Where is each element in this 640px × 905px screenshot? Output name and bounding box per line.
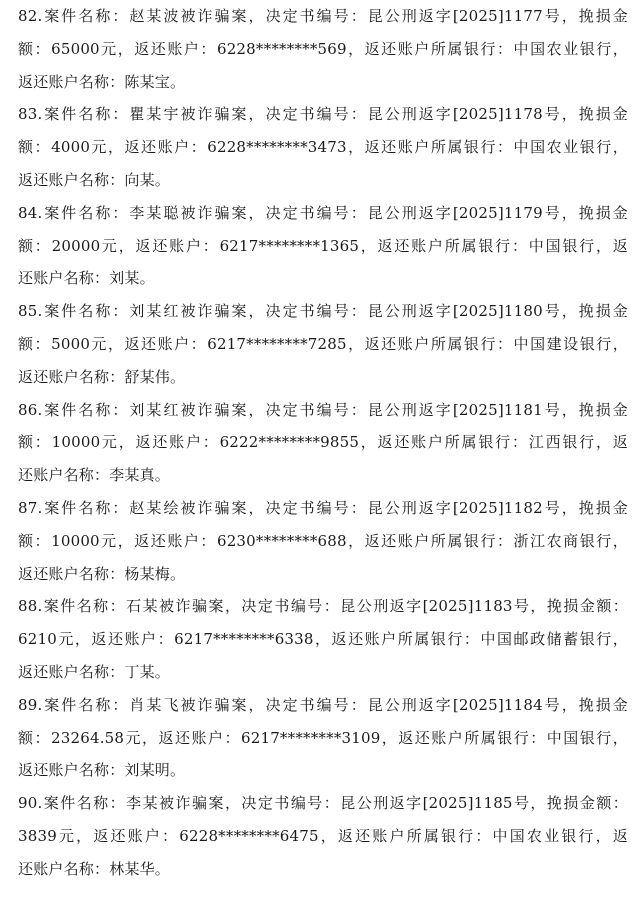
entry-line: 89.案件名称：肖某飞被诈骗案，决定书编号：昆公刑返字[2025]1184号，挽损金 [18, 695, 628, 714]
entry-line: 额：4000元，返还账户：6228********3473，返还账户所属银行：中国农业银行， [18, 138, 628, 157]
entry-line: 额：65000元，返还账户：6228********569，返还账户所属银行：中国农业银行， [18, 39, 628, 58]
entry-line: 86.案件名称：刘某红被诈骗案，决定书编号：昆公刑返字[2025]1181号，挽损金 [18, 400, 628, 419]
entry-line: 85.案件名称：刘某红被诈骗案，决定书编号：昆公刑返字[2025]1180号，挽损金 [18, 302, 628, 321]
entry-line: 87.案件名称：赵某绘被诈骗案，决定书编号：昆公刑返字[2025]1182号，挽损金 [18, 498, 628, 517]
entry-line: 返还账户名称：杨某梅。 [18, 564, 186, 583]
entry-line: 还账户名称：林某华。 [18, 859, 171, 878]
case-entry-88 [18, 590, 628, 688]
entry-line: 82.案件名称：赵某波被诈骗案，决定书编号：昆公刑返字[2025]1177号，挽损金 [18, 7, 628, 25]
entry-line: 额：23264.58元，返还账户：6217********3109，返还账户所属银行：中国银行， [18, 728, 628, 747]
entry-line: 84.案件名称：李某聪被诈骗案，决定书编号：昆公刑返字[2025]1179号，挽损金 [18, 203, 628, 222]
case-entry-89 [18, 689, 628, 787]
case-entry-85 [18, 295, 628, 393]
entry-line: 返还账户名称：向某。 [18, 170, 171, 189]
entry-line: 额：10000元，返还账户：6222********9855，返还账户所属银行：江西银行，返 [18, 433, 628, 452]
entry-line: 88.案件名称：石某被诈骗案，决定书编号：昆公刑返字[2025]1183号，挽损金额： [18, 597, 628, 616]
case-entry-83 [18, 98, 628, 196]
case-entry-84 [18, 197, 628, 295]
entry-line: 6210元，返还账户：6217********6338，返还账户所属银行：中国邮政储蓄银行， [18, 630, 628, 649]
case-entry-87 [18, 492, 628, 590]
entry-line: 还账户名称：刘某。 [18, 269, 155, 288]
case-entry-82 [18, 0, 628, 98]
entry-line: 额：20000元，返还账户：6217********1365，返还账户所属银行：中国银行，返 [18, 236, 628, 255]
case-entry-90 [18, 787, 628, 885]
entry-line: 83.案件名称：瞿某宇被诈骗案，决定书编号：昆公刑返字[2025]1178号，挽损金 [18, 105, 628, 124]
entry-line: 额：5000元，返还账户：6217********7285，返还账户所属银行：中国建设银行， [18, 334, 628, 353]
entry-line: 还账户名称：李某真。 [18, 466, 171, 485]
entry-line: 返还账户名称：丁某。 [18, 662, 171, 681]
entry-line: 额：10000元，返还账户：6230********688，返还账户所属银行：浙江农商银行， [18, 531, 628, 550]
entry-line: 3839元，返还账户：6228********6475，返还账户所属银行：中国农业银行，返 [18, 826, 628, 845]
entry-line: 90.案件名称：李某被诈骗案，决定书编号：昆公刑返字[2025]1185号，挽损金额： [18, 794, 628, 813]
entry-line: 返还账户名称：陈某宝。 [18, 72, 186, 91]
case-entry-86 [18, 394, 628, 492]
entry-line: 返还账户名称：舒某伟。 [18, 367, 186, 386]
entry-line: 返还账户名称：刘某明。 [18, 761, 186, 780]
